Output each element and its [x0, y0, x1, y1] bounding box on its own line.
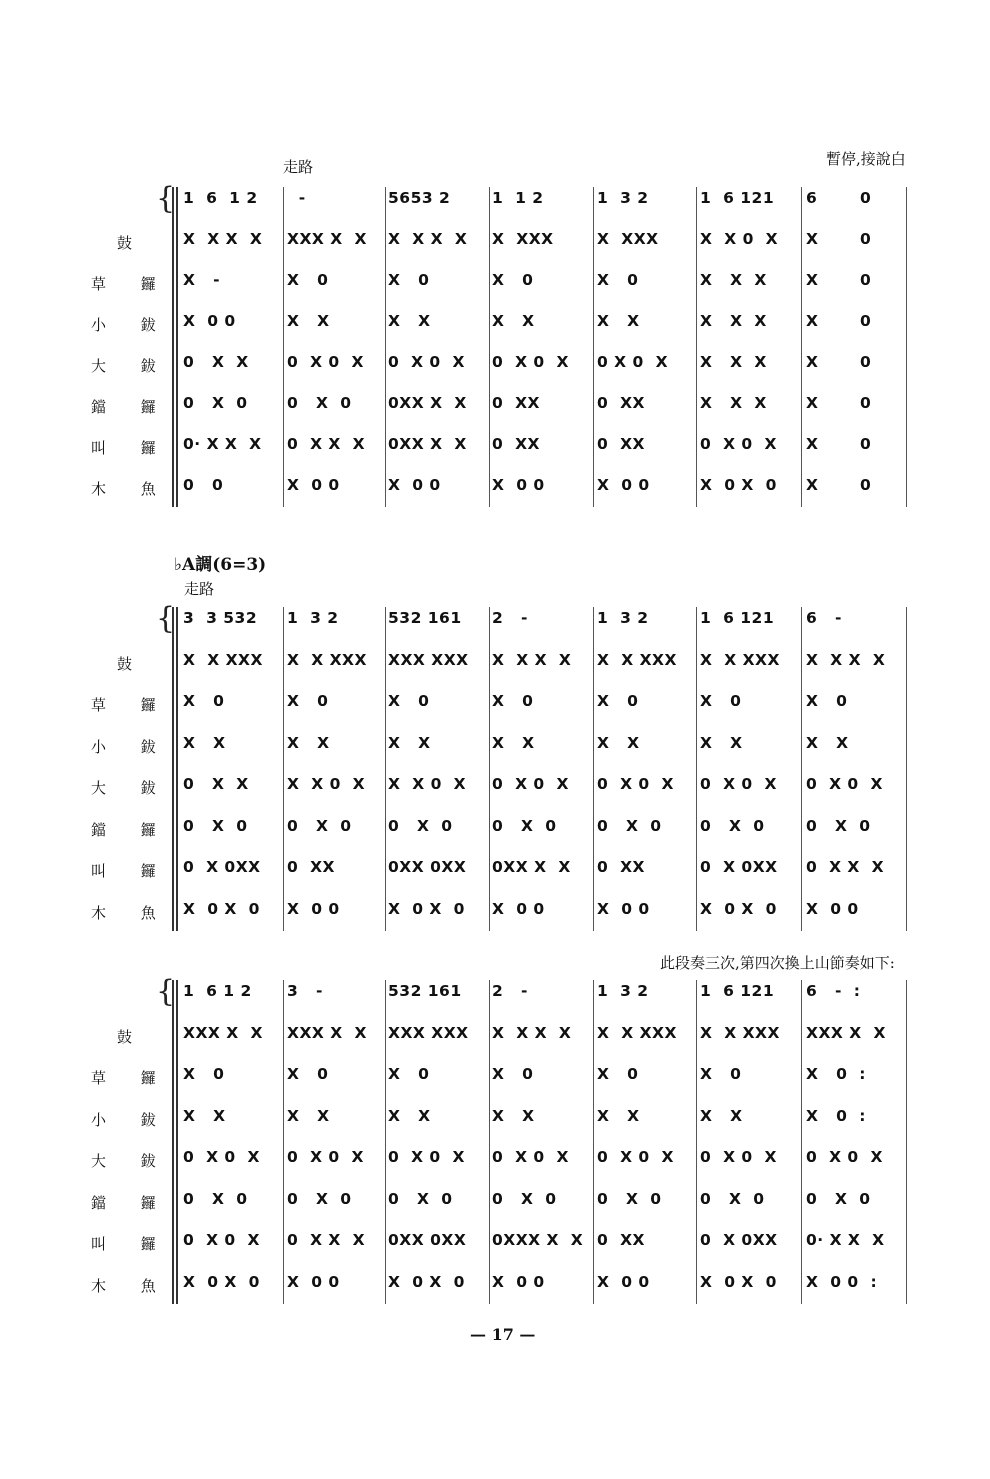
measure: 0 X 0 X	[183, 1231, 260, 1249]
measure: 2 -	[492, 609, 528, 627]
measure: 0 X 0 X	[287, 353, 364, 371]
instrument-row	[0, 1020, 990, 1050]
measure: X 0 0	[806, 899, 859, 918]
measure: X 0	[287, 692, 329, 710]
instrument-row	[0, 896, 990, 926]
measure: 0XX X X	[388, 435, 467, 453]
instrument-label: 草 鑼	[91, 275, 156, 293]
measure: X X X X	[806, 650, 886, 669]
measure: 0XX X X	[388, 394, 467, 412]
measure: 1 3 2	[597, 189, 649, 207]
measure: 0 X 0	[183, 394, 248, 412]
instrument-label: 小 鈸	[91, 737, 156, 756]
measure: X X	[597, 1106, 640, 1125]
measure: 0 X 0	[388, 1189, 453, 1208]
measure: 1 3 2	[597, 982, 649, 1000]
measure: 0XX X X	[492, 858, 571, 876]
instrument-label: 鼓	[117, 1027, 133, 1046]
measure: 0 X 0	[700, 816, 765, 835]
measure: X 0 0 :	[806, 1272, 878, 1291]
instrument-row	[0, 771, 990, 801]
instrument-row	[0, 431, 990, 461]
measure: 1 6 121	[700, 189, 775, 207]
measure: X XXX	[492, 230, 554, 248]
measure: 0 X 0	[287, 816, 352, 835]
measure: 6 -	[806, 609, 842, 627]
instrument-row	[0, 978, 990, 1008]
instrument-label: 叫 鑼	[91, 862, 156, 880]
measure: X 0 X 0	[700, 476, 777, 494]
instrument-label: 鼓	[117, 234, 133, 252]
measure: X X X	[700, 312, 767, 330]
measure: 0 X 0 X	[597, 353, 669, 371]
measure: 0XX 0XX	[388, 1231, 467, 1249]
measure: 0 X 0 X	[492, 775, 569, 793]
instrument-label: 叫 鑼	[91, 439, 156, 457]
measure: XXX X X	[806, 1023, 886, 1042]
measure: -	[287, 189, 306, 207]
measure: 0 X 0 X	[806, 1148, 883, 1166]
measure: 532 161	[388, 609, 462, 627]
measure: 1 3 2	[597, 609, 649, 627]
measure: 1 6 1 2	[183, 982, 252, 1000]
system-brace: {	[156, 181, 176, 216]
instrument-label: 小 鈸	[91, 316, 156, 334]
tempo-note-2: 走路	[184, 580, 215, 598]
instrument-row	[0, 1186, 990, 1216]
measure: XXX XXX	[388, 1023, 469, 1042]
instrument-label: 鐺 鑼	[91, 398, 156, 416]
instrument-label: 鐺 鑼	[91, 1193, 156, 1212]
measure: XXX XXX	[388, 650, 469, 669]
measure: 0 X X X	[806, 858, 885, 876]
measure: 0 X X	[183, 353, 249, 371]
measure: 0 X 0 X	[806, 775, 883, 793]
measure: X X	[700, 733, 743, 752]
measure: X X	[492, 1106, 535, 1125]
measure: X	[806, 435, 819, 453]
measure: X 0	[597, 1065, 639, 1083]
measure: X	[806, 230, 819, 248]
measure: X 0 X 0	[183, 899, 260, 918]
instrument-row	[0, 185, 990, 215]
measure: 0 XX	[597, 858, 645, 876]
instrument-label: 木 魚	[91, 480, 156, 498]
measure: XXX X X	[287, 230, 367, 248]
measure: 0 X 0	[492, 1189, 557, 1208]
instrument-row	[0, 308, 990, 338]
measure: X	[806, 271, 819, 289]
instrument-row	[0, 813, 990, 843]
measure: X X	[700, 1106, 743, 1125]
measure: 0 X 0	[700, 1189, 765, 1208]
instrument-row	[0, 226, 990, 256]
measure: 0 X 0	[388, 816, 453, 835]
measure: 0 XX	[597, 435, 645, 453]
measure: X 0 0	[597, 1272, 650, 1291]
instrument-label: 草 鑼	[91, 1069, 156, 1087]
measure: X X XXX	[700, 1023, 780, 1042]
measure: 0 X 0 X	[388, 353, 465, 371]
measure: 0	[860, 476, 872, 494]
measure: 1 6 121	[700, 982, 775, 1000]
instrument-row	[0, 1103, 990, 1133]
measure: 0 X 0 X	[700, 1148, 777, 1166]
measure: X	[806, 353, 819, 371]
measure: 0 XX	[287, 858, 335, 876]
measure: X X	[287, 1106, 330, 1125]
measure: X X XXX	[597, 1023, 677, 1042]
measure: X 0 0	[492, 1272, 545, 1291]
measure: 0 X 0	[287, 1189, 352, 1208]
measure: X X X X	[183, 230, 263, 248]
instrument-label: 木 魚	[91, 1276, 156, 1295]
measure: X 0	[183, 692, 225, 710]
measure: X 0 :	[806, 1065, 866, 1083]
measure: 0 X 0	[492, 816, 557, 835]
instrument-row	[0, 1227, 990, 1257]
measure: X X	[183, 733, 226, 752]
measure: 0 XX	[492, 435, 540, 453]
instrument-row	[0, 349, 990, 379]
measure: X 0	[287, 271, 329, 289]
measure: X X X X	[492, 1023, 572, 1042]
measure: X 0	[700, 692, 742, 710]
measure: X 0	[700, 1065, 742, 1083]
measure: X X	[183, 1106, 226, 1125]
measure: 532 161	[388, 982, 462, 1000]
page-number: — 17 —	[470, 1325, 536, 1344]
measure: 0 X 0 X	[700, 775, 777, 793]
measure: 0 X 0 X	[388, 1148, 465, 1166]
measure: X 0	[597, 692, 639, 710]
key-signature: ♭A調(6=3)	[174, 555, 267, 575]
measure: 0 X 0 X	[597, 775, 674, 793]
measure: X 0 0	[597, 899, 650, 918]
instrument-row	[0, 390, 990, 420]
measure: X -	[183, 271, 221, 289]
tempo-note: 走路	[283, 158, 314, 176]
instrument-label: 叫 鑼	[91, 1235, 156, 1253]
instrument-label: 鼓	[117, 654, 133, 673]
instrument-row	[0, 1269, 990, 1299]
measure: X 0 :	[806, 1106, 866, 1125]
measure: 0 X 0 X	[492, 1148, 569, 1166]
measure: 0 X 0XX	[183, 858, 261, 876]
measure: X X XXX	[597, 650, 677, 669]
instrument-row	[0, 267, 990, 297]
instrument-row	[0, 1144, 990, 1174]
instrument-label: 大 鈸	[91, 1152, 156, 1170]
instrument-label: 小 鈸	[91, 1110, 156, 1129]
measure: 0 XX	[492, 394, 540, 412]
measure: X X	[597, 312, 640, 330]
measure: 0 X 0	[806, 816, 871, 835]
measure: X X	[492, 733, 535, 752]
measure: 0XX 0XX	[388, 858, 467, 876]
measure: X XXX	[597, 230, 659, 248]
measure: 0	[860, 312, 872, 330]
measure: 0 X 0	[287, 394, 352, 412]
measure: X 0	[492, 1065, 534, 1083]
measure: 0 XX	[597, 1231, 645, 1249]
measure: X 0 0	[287, 1272, 340, 1291]
measure: 0	[860, 353, 872, 371]
system-brace: {	[156, 974, 176, 1009]
measure: X X 0 X	[388, 775, 467, 793]
measure: X 0	[806, 692, 848, 710]
measure: 3 3 532	[183, 609, 258, 627]
measure: X X XXX	[183, 650, 263, 669]
measure: X 0	[492, 692, 534, 710]
measure: 0	[860, 230, 872, 248]
measure: X X X	[700, 353, 767, 371]
instrument-row	[0, 472, 990, 502]
measure: X X	[492, 312, 535, 330]
measure: X X	[287, 312, 330, 330]
measure: X X	[388, 1106, 431, 1125]
measure: 5653 2	[388, 189, 451, 207]
measure: 2 -	[492, 982, 528, 1000]
measure: X 0 X 0	[700, 899, 777, 918]
measure: XXX X X	[183, 1023, 263, 1042]
measure: 0 X X	[183, 775, 249, 793]
measure: X X X X	[492, 650, 572, 669]
measure: X 0	[597, 271, 639, 289]
pause-note: 暫停,接說白	[826, 150, 906, 168]
measure: 0 X 0	[183, 1189, 248, 1208]
measure: 0	[860, 435, 872, 453]
measure: 0· X X X	[183, 435, 262, 453]
instrument-row	[0, 854, 990, 884]
measure: 6	[806, 189, 818, 207]
measure: X 0	[287, 1065, 329, 1083]
measure: X X X	[700, 271, 767, 289]
measure: X	[806, 476, 819, 494]
measure: X 0	[492, 271, 534, 289]
instrument-row	[0, 1061, 990, 1091]
measure: X X	[388, 733, 431, 752]
instrument-row	[0, 730, 990, 760]
measure: 0XXX X X	[492, 1231, 584, 1249]
measure: X X X	[700, 394, 767, 412]
measure: X	[806, 394, 819, 412]
measure: 0 X 0 X	[492, 353, 569, 371]
measure: 0 X X X	[287, 435, 366, 453]
measure: 0 X 0 X	[700, 435, 777, 453]
system-brace: {	[156, 601, 176, 636]
measure: X 0	[183, 1065, 225, 1083]
measure: X 0 X 0	[700, 1272, 777, 1291]
measure: 0 X 0	[183, 816, 248, 835]
instrument-row	[0, 647, 990, 677]
repeat-note: 此段奏三次,第四次換上山節奏如下:	[660, 954, 895, 972]
measure: 1 1 2	[492, 189, 544, 207]
measure: 0 XX	[597, 394, 645, 412]
instrument-label: 大 鈸	[91, 779, 156, 797]
measure: X 0 0	[492, 899, 545, 918]
measure: X 0	[388, 1065, 430, 1083]
measure: X 0 0	[287, 899, 340, 918]
measure: 0 X 0	[597, 816, 662, 835]
measure: X 0 X 0	[388, 1272, 465, 1291]
measure: X X	[388, 312, 431, 330]
measure: 0 X 0XX	[700, 1231, 778, 1249]
measure: X	[806, 312, 819, 330]
measure: 1 6 1 2	[183, 189, 258, 207]
measure: 0 X 0	[806, 1189, 871, 1208]
measure: 0 X X X	[287, 1231, 366, 1249]
measure: X X 0 X	[700, 230, 779, 248]
measure: X 0	[388, 692, 430, 710]
measure: X X	[597, 733, 640, 752]
measure: 0 X 0 X	[597, 1148, 674, 1166]
measure: X 0 0	[597, 476, 650, 494]
measure: 0 X 0 X	[287, 1148, 364, 1166]
measure: X 0 0	[287, 476, 340, 494]
instrument-label: 草 鑼	[91, 696, 156, 714]
instrument-label: 大 鈸	[91, 357, 156, 375]
measure: X X XXX	[700, 650, 780, 669]
measure: 0 X 0	[597, 1189, 662, 1208]
measure: 0	[860, 394, 872, 412]
measure: X 0 X 0	[183, 1272, 260, 1291]
measure: 1 6 121	[700, 609, 775, 627]
measure: 0	[860, 189, 872, 207]
measure: X X	[287, 733, 330, 752]
instrument-row	[0, 605, 990, 635]
measure: XXX X X	[287, 1023, 367, 1042]
measure: 6 - :	[806, 982, 861, 1000]
measure: 0	[860, 271, 872, 289]
measure: X 0 X 0	[388, 899, 465, 918]
instrument-row	[0, 688, 990, 718]
measure: 0 X 0XX	[700, 858, 778, 876]
measure: X 0 0	[388, 476, 441, 494]
measure: 3 -	[287, 982, 323, 1000]
measure: X 0	[388, 271, 430, 289]
measure: 0 0	[183, 476, 224, 494]
instrument-label: 木 魚	[91, 903, 156, 922]
measure: X X X X	[388, 230, 468, 248]
measure: 1 3 2	[287, 609, 339, 627]
measure: 0 X 0 X	[183, 1148, 260, 1166]
measure: X X 0 X	[287, 775, 366, 793]
measure: X X XXX	[287, 650, 367, 669]
instrument-label: 鐺 鑼	[91, 820, 156, 839]
measure: X X	[806, 733, 849, 752]
measure: X 0 0	[492, 476, 545, 494]
measure: X 0 0	[183, 312, 236, 330]
measure: 0· X X X	[806, 1231, 885, 1249]
